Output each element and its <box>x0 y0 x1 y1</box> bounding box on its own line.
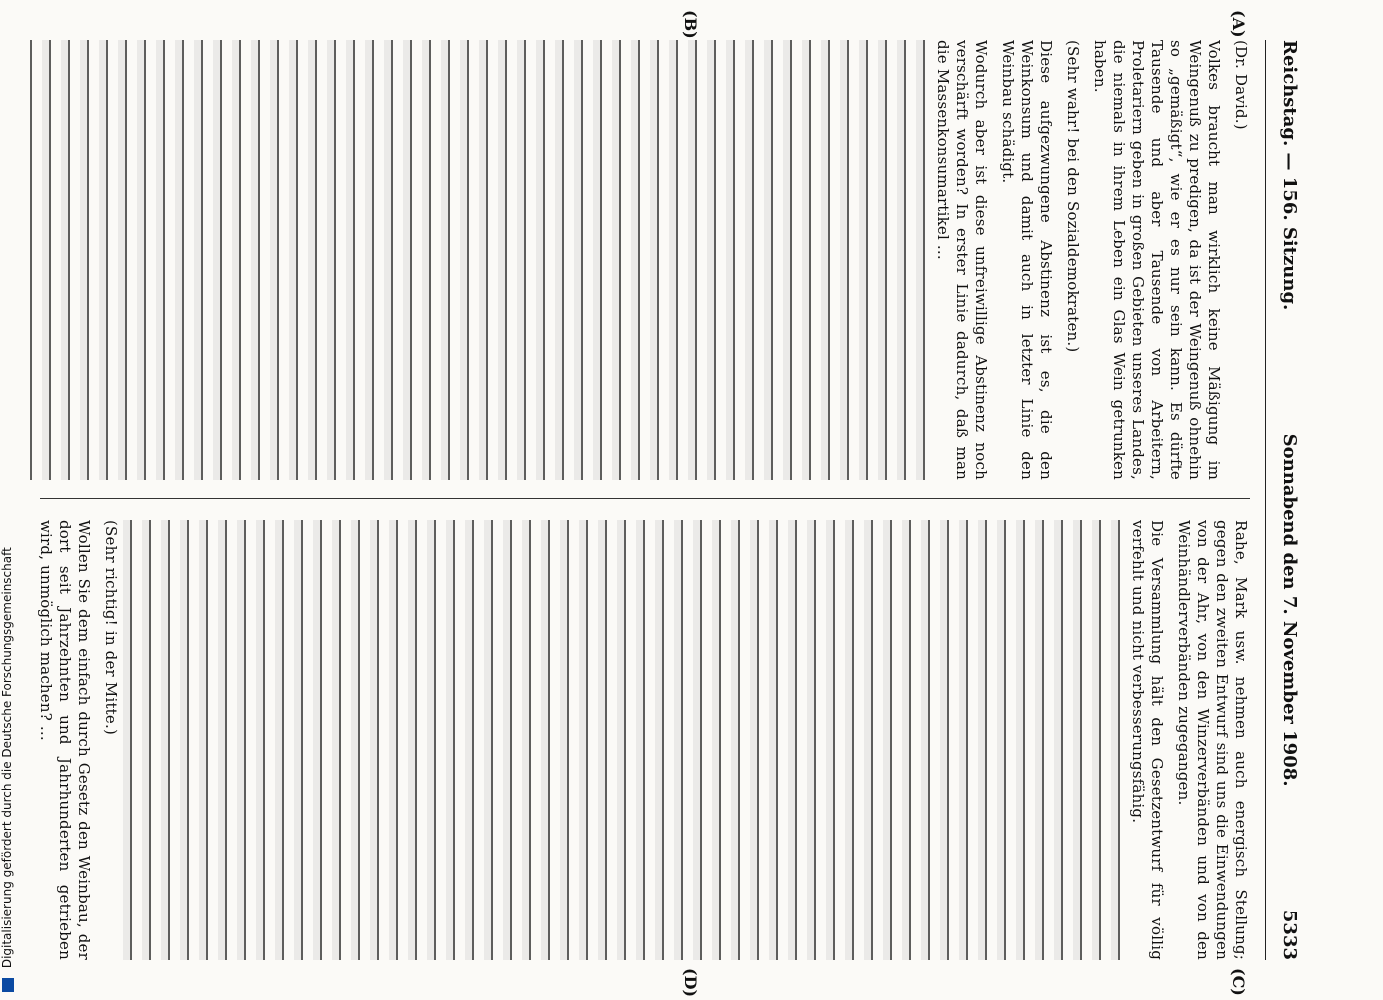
page-number: 5333 <box>1279 909 1301 960</box>
margin-marker-b: (B) <box>681 10 700 39</box>
right-paragraph-2: Die Versammlung hält den Gesetzentwurf für völlig verfehlt und nicht verbesserungsfähig. <box>1129 520 1166 960</box>
side-note-label: Digitalisierung gefördert durch die Deutsche Forschungsgemeinschaft <box>0 547 14 969</box>
right-paragraph-3: (Sehr richtig! in der Mitte.) <box>102 520 120 736</box>
left-paragraph-2: (Sehr wahr! bei den Sozialdemokraten.) <box>1064 40 1082 353</box>
running-header <box>1270 40 1310 960</box>
column-divider <box>40 498 1250 499</box>
left-paragraph-4: Wodurch aber ist diese unfreiwillige Abstinenz noch verschärft worden? In erster Linie dadurch, daß man die Massenkonsumartikel ... <box>934 40 990 480</box>
left-paragraph-3: Diese aufgezwungene Abstinenz ist es, die den Weinkonsum und damit auch in letzter Linie den Weinbau schädigt. <box>999 40 1055 480</box>
left-text-texture <box>30 40 925 480</box>
left-column <box>30 40 1250 480</box>
margin-marker-a: (A) <box>1229 10 1248 38</box>
right-paragraph-4: Wollen Sie dem einfach durch Gesetz den Weinbau, der dort seit Jahrzehnten und Jahrhunderten getrieben wird, unmöglich machen? ... <box>37 520 93 960</box>
margin-marker-d: (D) <box>681 968 700 998</box>
header-center: Sonnabend den 7. November 1908. <box>1279 433 1301 787</box>
header-rule <box>1265 40 1266 960</box>
header-left: Reichstag. — 156. Sitzung. <box>1279 40 1301 311</box>
margin-marker-c: (C) <box>1229 968 1248 996</box>
left-paragraph-1: Volkes braucht man wirklich keine Mäßigung im Weingenuß zu predigen, da ist der Weingenuß ohnehin so „gemäßigt“, wie er es nur sein kann. Es dürfte Tausende und aber Tausende von Arbeitern, Proletariern geben in großen Gebieten unseres Landes, die niemals in ihrem Leben ein Glas Wein getrunken haben. <box>1091 40 1223 480</box>
right-paragraph-1: Rahe, Mark usw. nehmen auch energisch Stellung; gegen den zweiten Entwurf sind uns die Einwendungen von der Ahr, von den Winzerverbänden und von den Weinhändlerverbänden zugegangen. <box>1175 520 1250 960</box>
right-text-texture <box>120 520 1120 960</box>
speaker-ref: (Dr. David.) <box>1232 40 1250 130</box>
right-column <box>30 520 1250 960</box>
